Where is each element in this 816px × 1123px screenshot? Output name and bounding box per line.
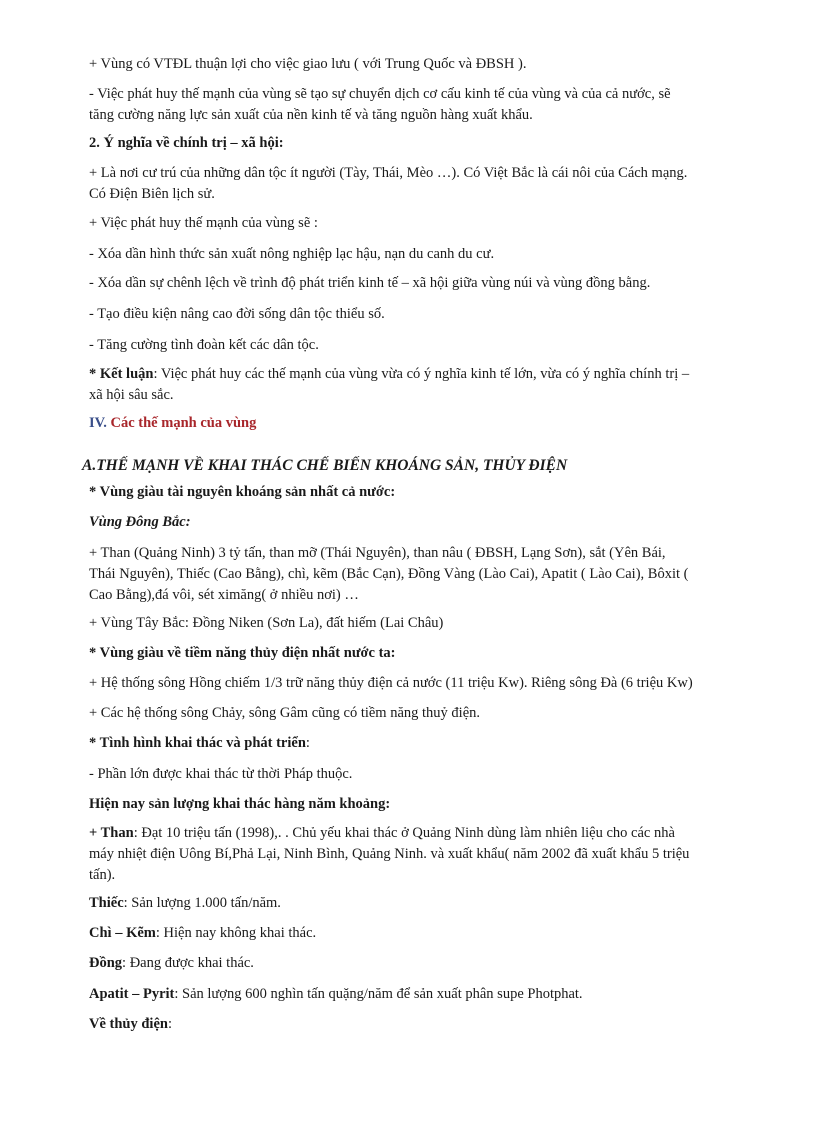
heading-text: * Vùng giàu tài nguyên khoáng sản nhất cả nước: (89, 484, 396, 500)
text-line (89, 823, 756, 844)
text-run: : (167, 1016, 172, 1032)
text-line (89, 364, 756, 385)
list-item (89, 335, 756, 356)
item-label: + Than (89, 825, 134, 841)
text-line: - Xóa dần sự chênh lệch về trình độ phát triển kinh tế – xã hội giữa vùng núi và vùng đồng bằng. (89, 275, 651, 291)
heading-hydropower (89, 1014, 756, 1035)
text-line: + Than (Quảng Ninh) 3 tỷ tấn, than mỡ (Thái Nguyên), than nâu ( ĐBSH, Lạng Sơn), sắt (Yên Bái, (89, 545, 666, 561)
section-heading-iv (89, 413, 756, 434)
paragraph-coal (89, 823, 756, 886)
heading-text: * Vùng giàu về tiềm năng thủy điện nhất nước ta: (89, 645, 396, 661)
heading-current-output (89, 794, 756, 815)
heading-mineral-resources (89, 482, 756, 503)
text-run: : Việc phát huy các thế mạnh của vùng vừa có ý nghĩa kinh tế lớn, vừa có ý nghĩa chính trị – (153, 366, 690, 382)
heading-exploitation-status (89, 733, 756, 754)
paragraph-northeast-minerals (89, 543, 756, 606)
heading-northeast (89, 512, 756, 533)
paragraph-location (89, 54, 756, 75)
text-run: : Sản lượng 600 nghìn tấn quặng/năm để sản xuất phân supe Photphat. (174, 986, 583, 1002)
text-line: tấn). (89, 867, 116, 883)
text-line: + Vùng Tây Bắc: Đồng Niken (Sơn La), đất hiếm (Lai Châu) (89, 615, 444, 631)
text-line: + Việc phát huy thế mạnh của vùng sẽ : (89, 215, 318, 231)
text-line (89, 984, 756, 1005)
heading-text: Về thủy điện (89, 1016, 168, 1032)
text-line: - Tăng cường tình đoàn kết các dân tộc. (89, 337, 319, 353)
heading-text: 2. Ý nghĩa về chính trị – xã hội: (89, 135, 284, 151)
paragraph-northwest-minerals (89, 613, 756, 634)
heading-political-significance (89, 133, 756, 154)
text-line (89, 893, 756, 914)
text-line: - Việc phát huy thế mạnh của vùng sẽ tạo sự chuyển dịch cơ cấu kinh tế của vùng và của cả nước, sẽ (89, 86, 671, 102)
text-line: - Phần lớn được khai thác từ thời Pháp thuộc. (89, 766, 353, 782)
paragraph-other-rivers (89, 703, 756, 724)
paragraph-economic-significance (89, 84, 756, 126)
heading-hydropower-potential (89, 643, 756, 664)
list-item (89, 273, 756, 294)
text-line: Có Điện Biên lịch sử. (89, 186, 215, 202)
paragraph-promote-strengths (89, 213, 756, 234)
item-label: Apatit – Pyrit (89, 986, 175, 1002)
text-line: - Xóa dần hình thức sản xuất nông nghiệp lạc hậu, nạn du canh du cư. (89, 246, 495, 262)
heading-text: Vùng Đông Bắc: (89, 514, 191, 530)
text-line: tăng cường năng lực sản xuất của nền kinh tế và tăng nguồn hàng xuất khẩu. (89, 107, 533, 123)
heading-text: Hiện nay sản lượng khai thác hàng năm khoảng: (89, 796, 391, 812)
heading-text: * Tình hình khai thác và phát triển (89, 735, 306, 751)
list-item (89, 764, 756, 785)
text-line: + Vùng có VTĐL thuận lợi cho việc giao lưu ( với Trung Quốc và ĐBSH ). (89, 56, 527, 72)
text-run: : Đạt 10 triệu tấn (1998),. . Chủ yếu khai thác ở Quảng Ninh dùng làm nhiên liệu cho các nhà (133, 825, 675, 841)
text-line: Thái Nguyên), Thiếc (Cao Bằng), chì, kẽm (Bắc Cạn), Đồng Vàng (Lào Cai), Apatit ( Lào Cai), Bôxit ( (89, 566, 689, 582)
section-number: IV. (89, 415, 107, 431)
text-run: : Hiện nay không khai thác. (155, 925, 317, 941)
conclusion-label: * Kết luận (89, 366, 154, 382)
text-line: + Hệ thống sông Hồng chiếm 1/3 trữ năng thủy điện cả nước (11 triệu Kw). Riêng sông Đà (6 triệu Kw) (89, 675, 693, 691)
text-run: : Đang được khai thác. (122, 955, 254, 971)
paragraph-lead-zinc (89, 923, 756, 944)
text-line: xã hội sâu sắc. (89, 387, 174, 403)
text-line (89, 733, 756, 754)
paragraph-conclusion (89, 364, 756, 406)
text-line: + Là nơi cư trú của những dân tộc ít người (Tày, Thái, Mèo …). Có Việt Bắc là cái nôi của Cách mạng. (89, 165, 688, 181)
text-line: - Tạo điều kiện nâng cao đời sống dân tộc thiểu số. (89, 306, 385, 322)
section-title: Các thế mạnh của vùng (110, 415, 257, 431)
text-line (89, 953, 756, 974)
section-heading-a: A.THẾ MẠNH VỀ KHAI THÁC CHẾ BIẾN KHOÁNG SẢN, THỦY ĐIỆN (82, 457, 568, 474)
item-label: Thiếc (89, 895, 124, 911)
text-line: máy nhiệt điện Uông Bí,Phả Lại, Ninh Bình, Quảng Ninh. và xuất khẩu( năm 2002 đã xuất khẩu 5 triệu (89, 846, 690, 862)
paragraph-apatite (89, 984, 756, 1005)
text-line (89, 413, 756, 434)
text-run: : Sản lượng 1.000 tấn/năm. (123, 895, 281, 911)
paragraph-copper (89, 953, 756, 974)
item-label: Chì – Kẽm (89, 925, 156, 941)
item-label: Đồng (89, 955, 123, 971)
text-line: + Các hệ thống sông Chảy, sông Gâm cũng có tiềm năng thuỷ điện. (89, 705, 481, 721)
list-item (89, 304, 756, 325)
text-line (89, 1014, 756, 1035)
list-item (89, 244, 756, 265)
text-run: : (305, 735, 310, 751)
paragraph-red-river-system (89, 673, 756, 694)
paragraph-tin (89, 893, 756, 914)
text-line: Cao Bằng),đá vôi, sét ximăng( ở nhiều nơi) … (89, 587, 359, 603)
paragraph-ethnic-groups (89, 163, 756, 205)
text-line (89, 923, 756, 944)
